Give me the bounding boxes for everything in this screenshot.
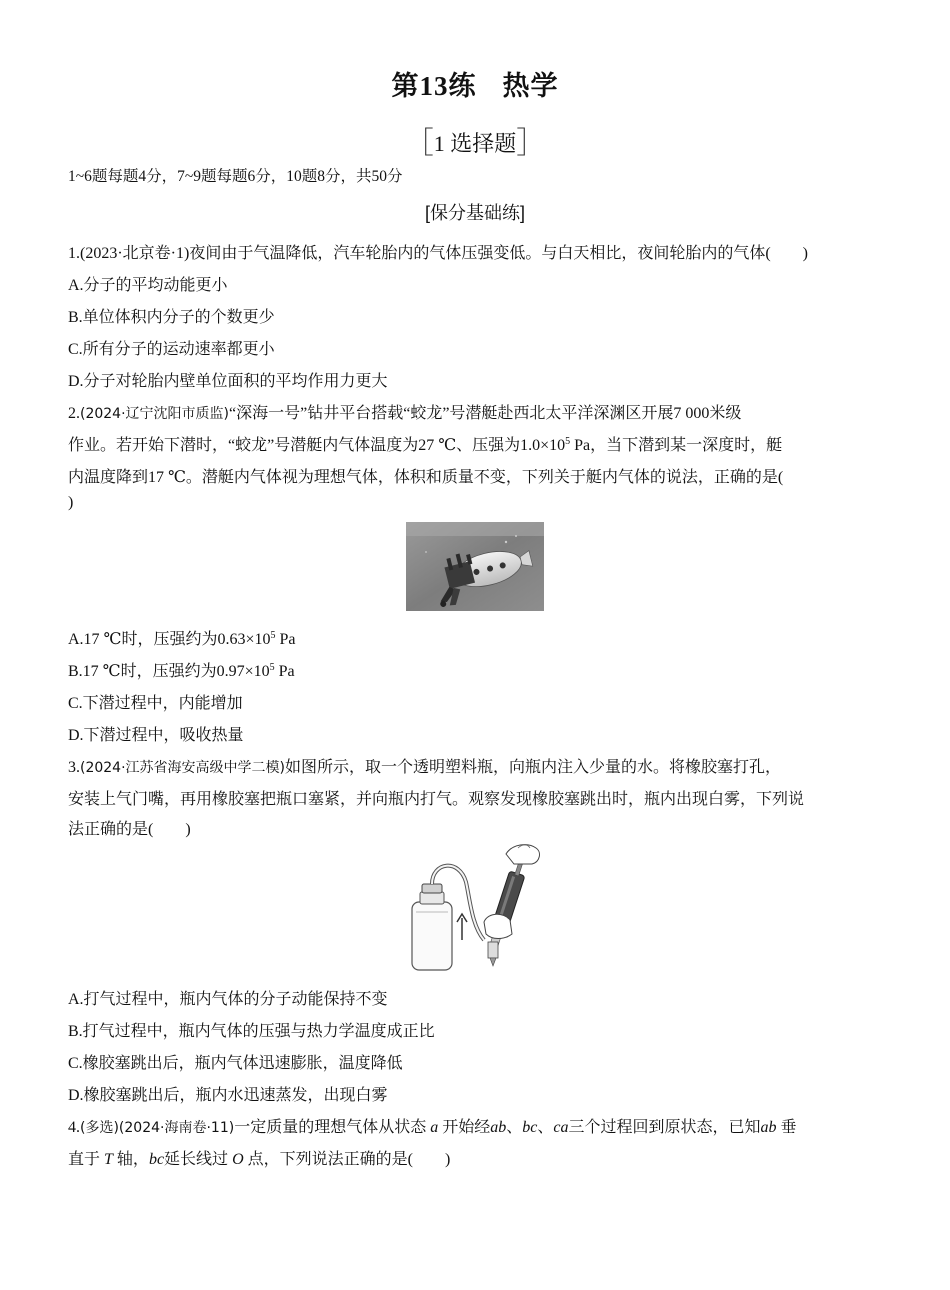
q4-text-8: 轴， [116,1151,149,1168]
q1-stem [68,240,884,263]
q2-option-a-unit: Pa [275,631,296,648]
q3-stem-line3: 法正确的是( ) [68,821,191,838]
q3-stem-text-1: 如图所示，取一个透明塑料瓶，向瓶内注入少量的水。将橡胶塞打孔， [285,759,782,776]
q2-option-b-unit: Pa [274,663,295,680]
q2-option-b-text: B.17 ℃时，压强约为0.97×10 [68,663,270,680]
q4-text-3: 、 [506,1119,523,1136]
q2-stem-line3: 内温度降到17 ℃。潜艇内气体视为理想气体，体积和质量不变，下列关于艇内气体的说法，正确的是( [68,469,784,486]
q4-axis-t: T [104,1151,113,1168]
scoring-note: 1~6题每题4分，7~9题每题6分，10题8分，共50分 [68,168,403,185]
q2-stem-line4: ) [68,494,74,511]
q4-process-ab-2: ab [760,1119,777,1136]
q2-option-d: D.下潜过程中，吸收热量 [68,727,244,744]
q2-stem-text-2a: 作业。若开始下潜时，“蛟龙”号潜艇内气体温度为27 ℃、压强为1.0×10 [68,437,566,454]
q2-source: (2024·辽宁沈阳市质监) [80,406,230,422]
q4-text-7: 直于 [68,1151,101,1168]
q4-stem-line1 [68,1114,884,1137]
q3-source: (2024·江苏省海安高级中学二模) [80,760,286,776]
q2-option-b [68,658,884,681]
q4-process-ab: ab [490,1119,507,1136]
q3-option-b: B.打气过程中，瓶内气体的压强与热力学温度成正比 [68,1023,435,1040]
bottle-pump-illustration [404,842,548,974]
q4-point-o: O [232,1151,244,1168]
q3-stem-line2: 安装上气门嘴，再用橡胶塞把瓶口塞紧，并向瓶内打气。观察发现橡胶塞跳出时，瓶内出现白雾，下列说 [68,791,805,808]
q4-process-bc-2: bc [148,1151,165,1168]
q4-text-9: 延长线过 [164,1151,229,1168]
q4-source: (多选)(2024·海南卷·11) [80,1120,235,1136]
q4-text-2: 开始经 [442,1119,491,1136]
q2-option-a [68,626,884,649]
q2-stem-line2 [68,432,884,455]
page-title [0,64,950,103]
q4-process-bc: bc [522,1119,538,1136]
section-label: 1 选择题 [433,131,517,156]
q3-option-c: C.橡胶塞跳出后，瓶内气体迅速膨胀，温度降低 [68,1055,403,1072]
q4-stem-line2 [68,1146,884,1169]
q4-text-10: 点，下列说法正确的是( ) [247,1151,451,1168]
q3-number: 3. [68,759,80,776]
q4-process-ca: ca [553,1119,569,1136]
q1-stem-text: 夜间由于气温降低，汽车轮胎内的气体压强变低。与白天相比，夜间轮胎内的气体( ) [189,245,808,262]
q1-option-a: A.分子的平均动能更小 [68,277,228,294]
q2-option-b-exponent: 5 [269,662,275,673]
section-heading [0,118,950,162]
q3-stem-line1 [68,754,884,777]
q2-stem-text-1: “深海一号”钻井平台搭载“蛟龙”号潜艇赴西北太平洋深渊区开展7 000米级 [229,405,742,422]
q3-option-a: A.打气过程中，瓶内气体的分子动能保持不变 [68,991,388,1008]
left-bracket-icon: ［ [403,127,434,160]
q1-option-c: C.所有分子的运动速率都更小 [68,341,275,358]
title-number: 第13练 [391,71,477,101]
q2-stem-text-2b: Pa，当下潜到某一深度时，艇 [570,437,783,454]
q1-number: 1. [68,245,80,262]
q4-text-1: 一定质量的理想气体从状态 [234,1119,427,1136]
q2-option-a-text: A.17 ℃时，压强约为0.63×10 [68,631,271,648]
title-topic: 热学 [502,71,559,101]
q1-option-b: B.单位体积内分子的个数更少 [68,309,275,326]
q3-option-d: D.橡胶塞跳出后，瓶内水迅速蒸发，出现白雾 [68,1087,388,1104]
q2-stem-line1 [68,400,884,423]
q2-option-a-exponent: 5 [270,630,276,641]
q4-text-4: 、 [537,1119,554,1136]
right-bracket-icon: ］ [516,127,547,160]
q2-exponent: 5 [565,436,571,447]
q4-text-6: 垂 [780,1119,797,1136]
q2-number: 2. [68,405,80,422]
subheading: [保分基础练] [424,203,525,223]
submarine-photo [406,522,544,611]
q2-option-c: C.下潜过程中，内能增加 [68,695,243,712]
q1-option-d: D.分子对轮胎内壁单位面积的平均作用力更大 [68,373,388,390]
q4-number: 4. [68,1119,80,1136]
q4-state-a: a [430,1119,439,1136]
q1-source: (2023·北京卷·1) [80,245,190,262]
q4-text-5: 三个过程回到原状态，已知 [568,1119,761,1136]
